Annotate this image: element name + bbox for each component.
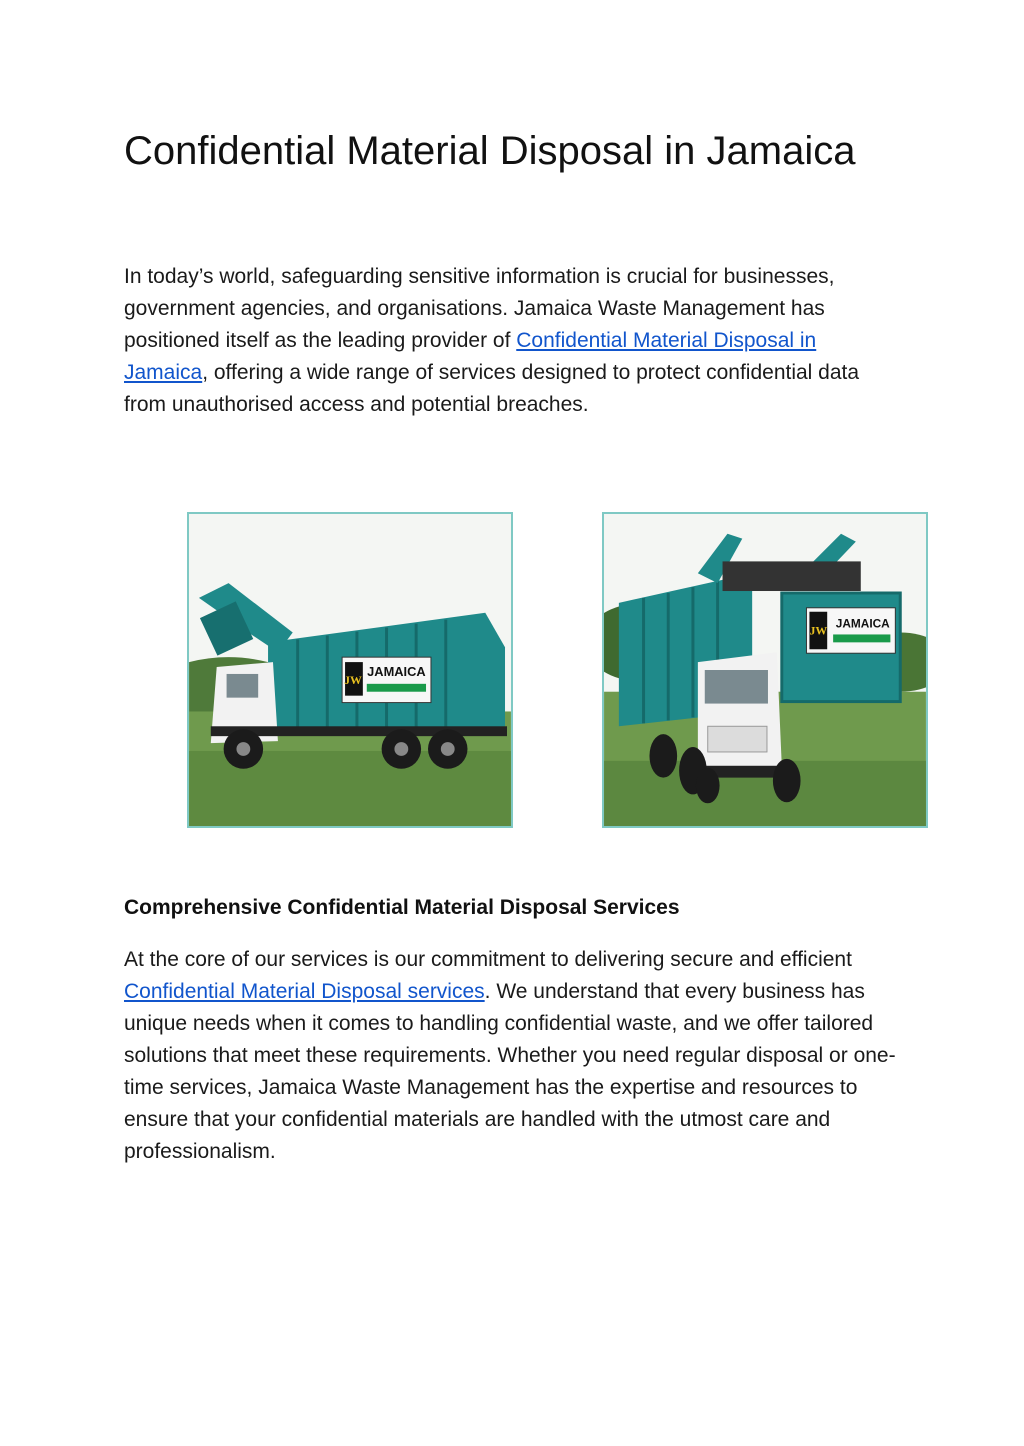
faded-image-caption (455, 470, 675, 482)
truck-photo-right (602, 512, 928, 828)
intro-text-before: In today’s world, safeguarding sensitive information is crucial for businesses, government agencies, and organisations. Jamaica Waste Management has positioned itself as the leading provider of (124, 265, 835, 352)
section-heading: Comprehensive Confidential Material Disposal Services (124, 896, 680, 919)
intro-link[interactable]: Confidential Material Disposal in Jamaica (124, 329, 817, 384)
intro-paragraph (124, 261, 904, 421)
svg-text:JW: JW (809, 623, 828, 638)
section-text-before: At the core of our services is our commitment to delivering secure and efficient (124, 948, 852, 971)
svg-text:JW: JW (344, 672, 362, 687)
section-paragraph (124, 944, 904, 1168)
section-link[interactable]: Confidential Material Disposal services (124, 980, 485, 1003)
truck-photo-left (187, 512, 513, 828)
truck-sign-label-left: JAMAICA (367, 663, 426, 679)
truck-sign-label-right: JAMAICA (835, 616, 890, 631)
intro-text-after: , offering a wide range of services designed to protect confidential data from unauthorised access and potential breaches. (124, 361, 860, 416)
page-title: Confidential Material Disposal in Jamaica (124, 129, 856, 173)
section-text-after: . We understand that every business has unique needs when it comes to handling confidential waste, and we offer tailored solutions that meet these requirements. Whether you need regular disposal or one-time services, Jamaica Waste Management has the expertise and resources to ensure that your confidential materials are handled with the utmost care and professionalism. (124, 980, 896, 1163)
